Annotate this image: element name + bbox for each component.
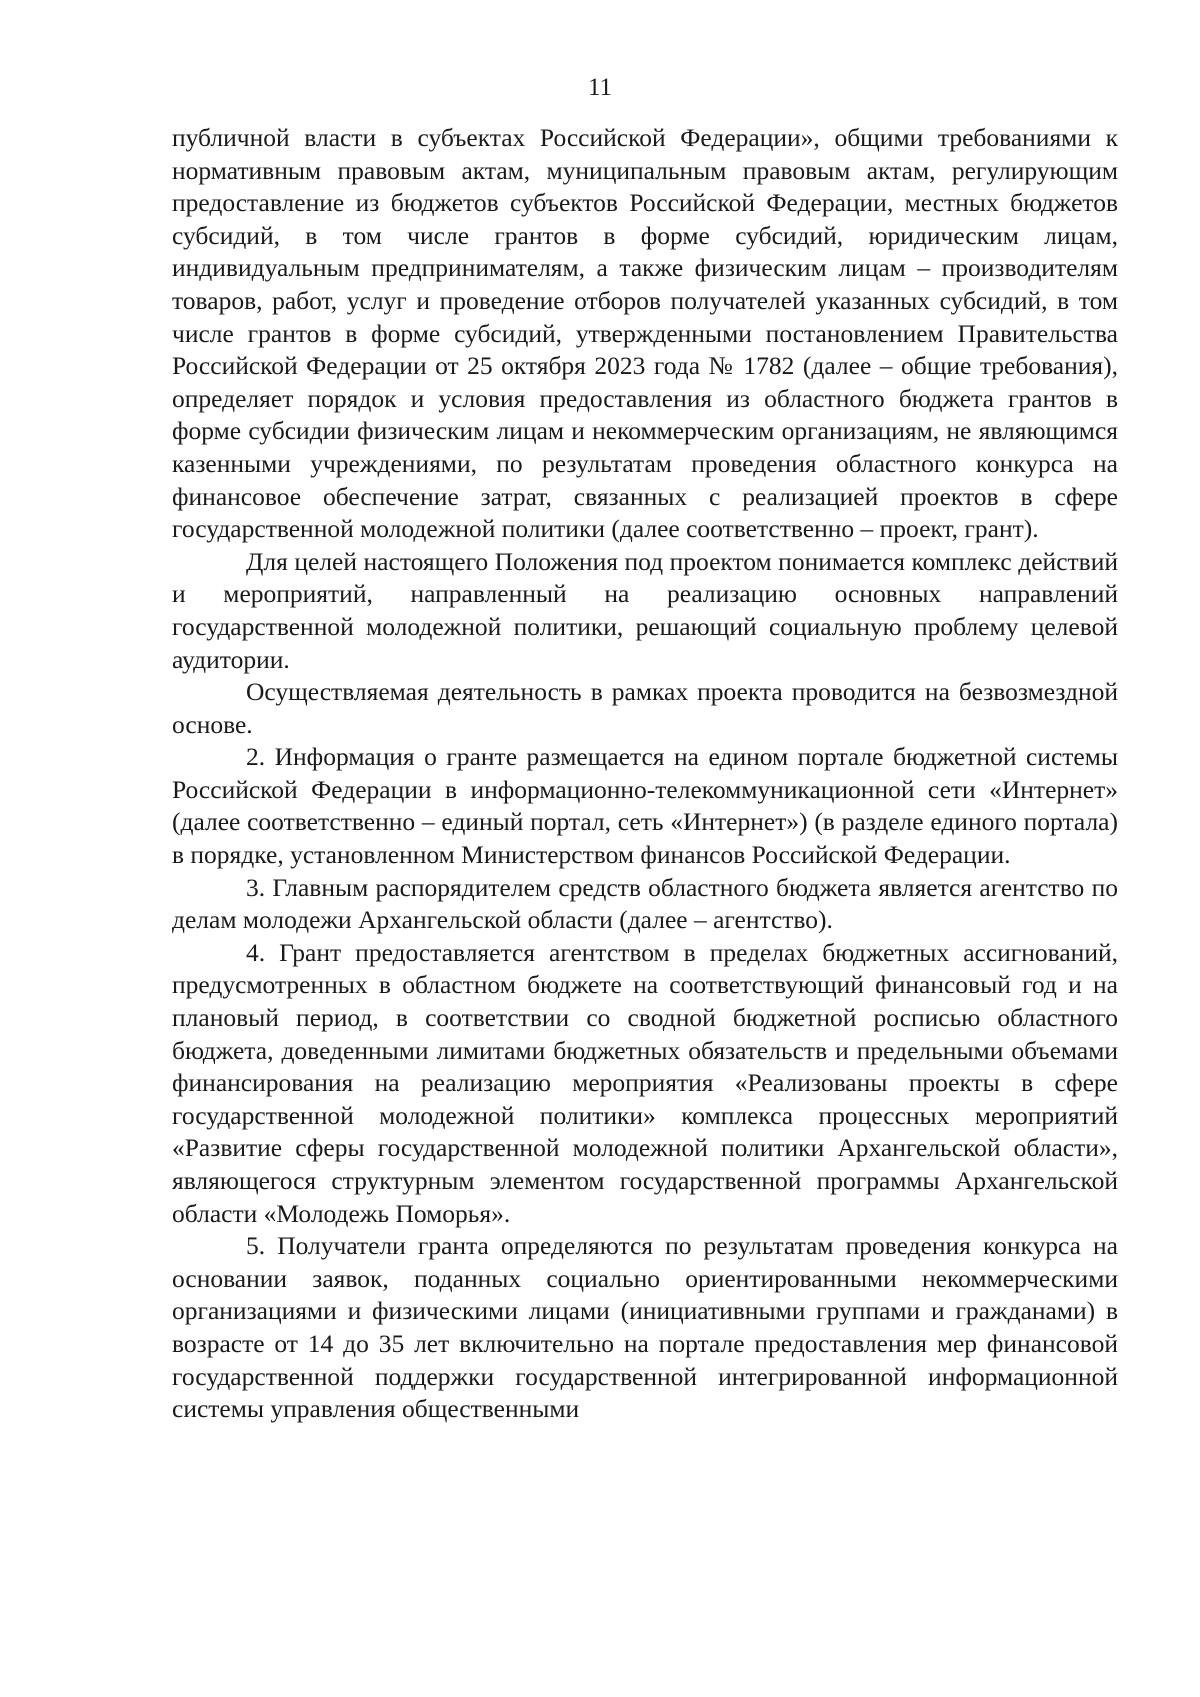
paragraph-intro-continuation: публичной власти в субъектах Российской Федерации», общими требованиями к нормативным правовым актам, муниципальным правовым актам, регулирующим предоставление из бюджетов субъектов Российской Федерации, местных бюджетов субсидий, в том числе грантов в форме субсидий, юридическим лицам, индивидуальным предпринимателям, а также физическим лицам – производителям товаров, работ, услуг и проведение отборов получателей указанных субсидий, в том числе грантов в форме субсидий, утвержденными постановлением Правительства Российской Федерации от 25 октября 2023 года № 1782 (далее – общие требования), определяет порядок и условия предоставления из областного бюджета грантов в форме субсидии физическим лицам и некоммерческим организациям, не являющимся казенными учреждениями, по результатам проведения областного конкурса на финансовое обеспечение затрат, связанных с реализацией проектов в сфере государственной молодежной политики (далее соответственно – проект, грант). <box>172 123 1118 544</box>
paragraph-item-4: 4. Грант предоставляется агентством в пределах бюджетных ассигнований, предусмотренных в областном бюджете на соответствующий финансовый год и на плановый период, в соответствии со сводной бюджетной росписью областного бюджета, доведенными лимитами бюджетных обязательств и предельными объемами финансирования на реализацию мероприятия «Реализованы проекты в сфере государственной молодежной политики» комплекса процессных мероприятий «Развитие сферы государственной молодежной политики Архангельской области», являющегося структурным элементом государственной программы Архангельской области «Молодежь Поморья». <box>172 937 1118 1228</box>
paragraph-item-3: 3. Главным распорядителем средств областного бюджета является агентство по делам молодежи Архангельской области (далее – агентство). <box>172 872 1118 935</box>
paragraph-item-2: 2. Информация о гранте размещается на едином портале бюджетной системы Российской Федерации в информационно-телекоммуникационной сети «Интернет» (далее соответственно – единый портал, сеть «Интернет») (в разделе единого портала) в порядке, установленном Министерством финансов Российской Федерации. <box>172 742 1118 870</box>
paragraph-project-definition: Для целей настоящего Положения под проектом понимается комплекс действий и мероприятий, направленный на реализацию основных направлений государственной молодежной политики, решающий социальную проблему целевой аудитории. <box>172 546 1118 674</box>
document-body <box>172 122 1118 1426</box>
paragraph-item-5: 5. Получатели гранта определяются по результатам проведения конкурса на основании заявок, поданных социально ориентированными некоммерческими организациями и физическими лицами (инициативными группами и гражданами) в возрасте от 14 до 35 лет включительно на портале предоставления мер финансовой государственной поддержки государственной интегрированной информационной системы управления общественными <box>172 1231 1118 1424</box>
page-number: 11 <box>587 74 613 101</box>
paragraph-free-basis: Осуществляемая деятельность в рамках проекта проводится на безвозмездной основе. <box>172 677 1118 739</box>
